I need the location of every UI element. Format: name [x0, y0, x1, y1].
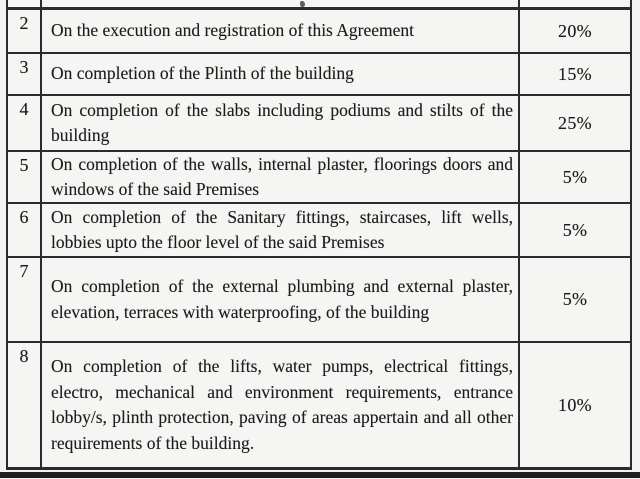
- row-description: On completion of the walls, internal plaster, floorings doors and windows of the said Premises: [51, 153, 513, 199]
- cropped-text-fragment: [300, 1, 305, 7]
- row-description-cell: [42, 343, 520, 467]
- row-description: On completion of the external plumbing and external plaster, elevation, terraces with waterproofing, of the building: [51, 276, 513, 322]
- row-description: On completion of the Sanitary fittings, staircases, lift wells, lobbies upto the floor level of the said Premises: [51, 206, 513, 252]
- row-percent: 5%: [562, 289, 588, 309]
- row-number-cell: [8, 343, 42, 467]
- row-percent: 5%: [562, 166, 588, 187]
- row-description-cell: [42, 96, 520, 150]
- table-row: [8, 152, 630, 204]
- row-description-cell: [42, 152, 520, 202]
- row-description-cell: [42, 204, 520, 256]
- table-row: [8, 258, 630, 343]
- row-number-cell: [8, 54, 42, 94]
- row-number: 3: [19, 57, 29, 77]
- table-row: [8, 10, 630, 54]
- row-percent: 5%: [562, 219, 588, 240]
- row-description-cell: [42, 258, 520, 341]
- row-description-cell: [42, 54, 520, 94]
- table-row: [8, 96, 630, 152]
- row-number-cell: [8, 10, 42, 52]
- row-percent: 20%: [558, 20, 592, 41]
- row-percent-cell: [520, 204, 630, 256]
- row-description: On the execution and registration of this Agreement: [51, 20, 415, 41]
- row-number: 6: [19, 207, 29, 227]
- row-percent-cell: [520, 54, 630, 94]
- cutoff-number-cell: [8, 0, 42, 7]
- row-description: On completion of the Plinth of the building: [51, 63, 354, 84]
- row-percent-cell: [520, 96, 630, 150]
- scan-bottom-edge-bar: [0, 472, 640, 478]
- cutoff-description-cell: [42, 0, 520, 7]
- row-number-cell: [8, 258, 42, 341]
- table-row-cutoff: [8, 0, 630, 10]
- table-row: [8, 204, 630, 258]
- row-number: 7: [19, 261, 29, 281]
- row-number-cell: [8, 152, 42, 202]
- row-number: 5: [19, 155, 29, 175]
- row-percent-cell: [520, 343, 630, 467]
- cutoff-percent-cell: [520, 0, 630, 7]
- payment-schedule-table: [6, 0, 632, 470]
- row-description-cell: [42, 10, 520, 52]
- row-number-cell: [8, 204, 42, 256]
- row-description: On completion of the slabs including podiums and stilts of the building: [51, 99, 513, 145]
- row-percent: 25%: [558, 112, 592, 133]
- row-percent: 10%: [558, 394, 592, 415]
- row-percent-cell: [520, 258, 630, 341]
- table-row: [8, 54, 630, 96]
- row-percent-cell: [520, 10, 630, 52]
- table-row: [8, 343, 630, 470]
- row-number: 4: [19, 99, 29, 119]
- row-number: 2: [19, 13, 29, 33]
- row-description: On completion of the lifts, water pumps, electrical fittings, electro, mechanical and environment requirements, entrance lobby/s, plinth protection, paving of areas appertain and all other requirements of the building.: [51, 356, 513, 453]
- row-number: 8: [19, 346, 29, 366]
- row-number-cell: [8, 96, 42, 150]
- row-percent-cell: [520, 152, 630, 202]
- row-percent: 15%: [558, 63, 592, 84]
